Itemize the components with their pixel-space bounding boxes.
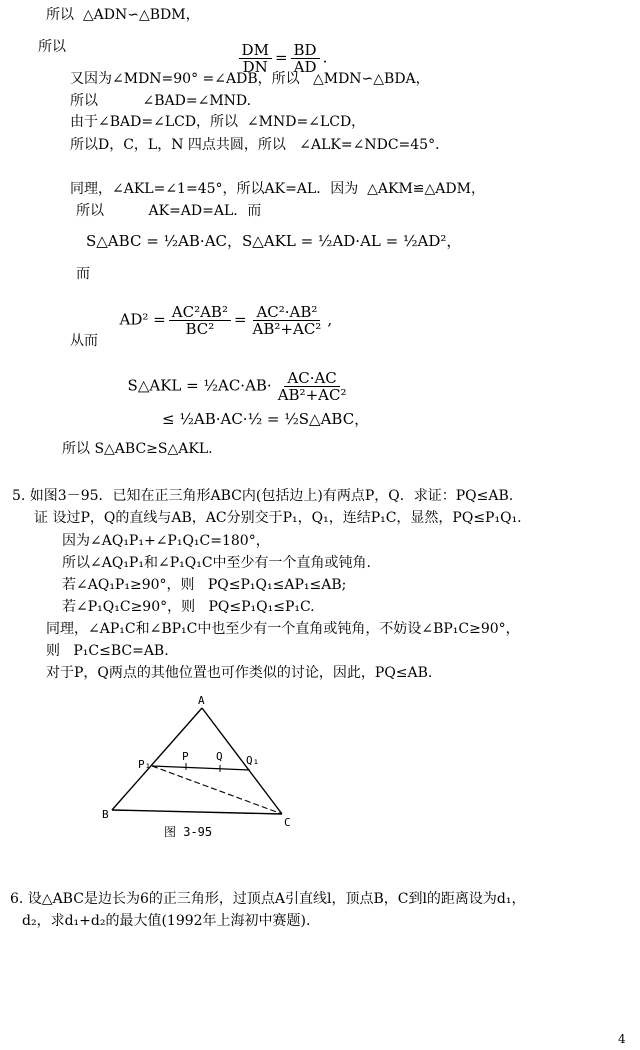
line-11-formula: AD² = $\frac{\text{AC²AB²}}{\text{BC²}}$ = $\frac{\text{AC²·AB²}}{\text{AB²+AC²}}$ , <box>119 303 333 338</box>
problem-5-proof-6: 同理，∠AP₁C和∠BP₁C中也至少有一个直角或钝角，不妨设∠BP₁C≥90°， <box>46 621 520 637</box>
label-b: B <box>102 808 109 821</box>
line-1: 所以 △ADN∽△BDM， <box>46 7 200 23</box>
label-p: P <box>182 750 189 763</box>
label-p1: P₁ <box>138 758 152 771</box>
problem-5-proof-5: 若∠P₁Q₁C≥90°，则 PQ≤P₁Q₁≤P₁C. <box>62 599 315 615</box>
problem-5-proof-4: 若∠AQ₁P₁≥90°，则 PQ≤P₁Q₁≤AP₁≤AB; <box>62 577 347 593</box>
line-5: 由于∠BAD=∠LCD，所以 ∠MND=∠LCD， <box>70 114 366 130</box>
figure-3-95 <box>90 690 310 850</box>
line-7: 同理，∠AKL=∠1=45°，所以AK=AL．因为 △AKM≌△ADM， <box>70 181 485 197</box>
line-p1-q1 <box>152 766 250 770</box>
problem-5-proof-1: 证 设过P，Q的直线与AB，AC分别交于P₁，Q₁，连结P₁C，显然，PQ≤P₁Q₁. <box>34 510 522 526</box>
problem-5-proof-3: 所以∠AQ₁P₁和∠P₁Q₁C中至少有一个直角或钝角. <box>62 555 371 571</box>
line-6: 所以D，C，L，N 四点共圆，所以 ∠ALK=∠NDC=45°． <box>70 137 450 153</box>
figure-caption: 图 3-95 <box>164 825 213 839</box>
line-8: 所以 AK=AD=AL．而 <box>76 203 262 219</box>
line-15: 所以 S△ABC≥S△AKL. <box>62 441 213 457</box>
line-12: 从而 <box>70 333 98 349</box>
problem-5-proof-7: 则 P₁C≤BC=AB. <box>46 643 169 659</box>
side-bc <box>112 810 282 814</box>
line-14-formula: ≤ ½AB·AC·½ = ½S△ABC， <box>162 410 370 428</box>
label-a: A <box>198 694 205 707</box>
problem-6-statement-1: 6. 设△ABC是边长为6的正三角形，过顶点A引直线l，顶点B，C到l的距离设为d₁， <box>10 891 526 907</box>
problem-6-statement-2: d₂，求d₁+d₂的最大值(1992年上海初中赛题). <box>22 913 311 929</box>
line-2-fraction: $\frac{DM}{DN}$ = $\frac{BD}{AD}$ . <box>226 24 327 75</box>
side-ac <box>202 708 282 814</box>
line-2-label: 所以 <box>38 39 66 55</box>
label-c: C <box>284 816 291 829</box>
line-10: 而 <box>76 266 90 282</box>
line-3: 又因为∠MDN=90° =∠ADB，所以 △MDN∽△BDA， <box>70 71 430 87</box>
line-4: 所以 ∠BAD=∠MND. <box>70 93 252 109</box>
label-q1: Q₁ <box>246 754 260 767</box>
dashed-p1-c <box>152 766 282 814</box>
line-13-formula: S△AKL = ½AC·AB· $\frac{AC\cdot AC}{\text{AB²+AC²}}$ <box>127 369 347 404</box>
line-9-formula: S△ABC = ½AB·AC，S△AKL = ½AD·AL = ½AD²， <box>86 232 462 250</box>
problem-5-proof-2: 因为∠AQ₁P₁+∠P₁Q₁C=180°， <box>62 533 270 549</box>
label-q: Q <box>216 750 223 763</box>
page-number: 4 <box>618 1032 626 1046</box>
problem-5-proof-8: 对于P，Q两点的其他位置也可作类似的讨论，因此，PQ≤AB. <box>46 665 433 681</box>
problem-5-statement: 5. 如图3－95．已知在正三角形ABC内(包括边上)有两点P，Q．求证：PQ≤AB. <box>12 488 514 504</box>
